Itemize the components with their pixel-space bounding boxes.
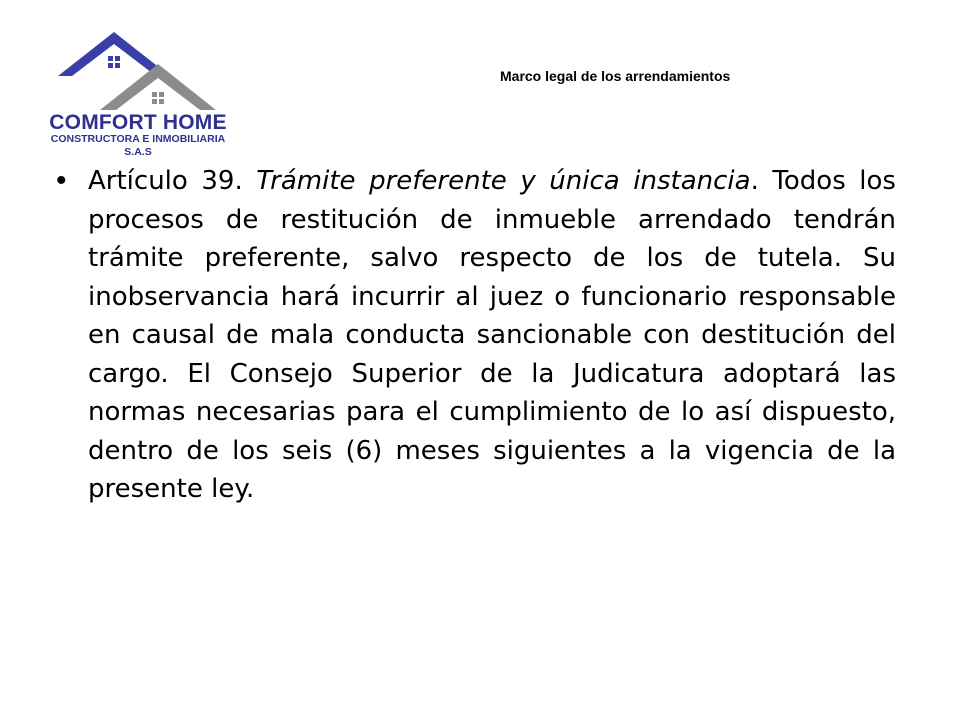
company-logo: [48, 26, 228, 166]
slide-content: [56, 162, 896, 509]
slide-header-title: Marco legal de los arrendamientos: [500, 68, 731, 84]
logo-company-name: COMFORT HOME: [49, 111, 227, 134]
article-paragraph: [88, 162, 896, 509]
logo-company-suffix: S.A.S: [124, 146, 152, 158]
bullet-item: [56, 162, 896, 509]
article-body: . Todos los procesos de restitución de inmueble arrendado tendrán trámite preferente, salvo respecto de los de tutela. Su inobservancia hará incurrir al juez o funcionario responsable en causal de mala conducta sancionable con destitución del cargo. El Consejo Superior de la Judicatura adoptará las normas necesarias para el cumplimiento de lo así dispuesto, dentro de los seis (6) meses siguientes a la vigencia de la presente ley.: [88, 166, 896, 504]
logo-company-subtitle: CONSTRUCTORA E INMOBILIARIA: [50, 133, 226, 145]
article-title: Trámite preferente y única instancia: [256, 166, 751, 196]
houses-logo-icon: [48, 26, 228, 116]
article-label: Artículo 39.: [88, 166, 257, 196]
bullet-dot-icon: •: [56, 164, 67, 197]
